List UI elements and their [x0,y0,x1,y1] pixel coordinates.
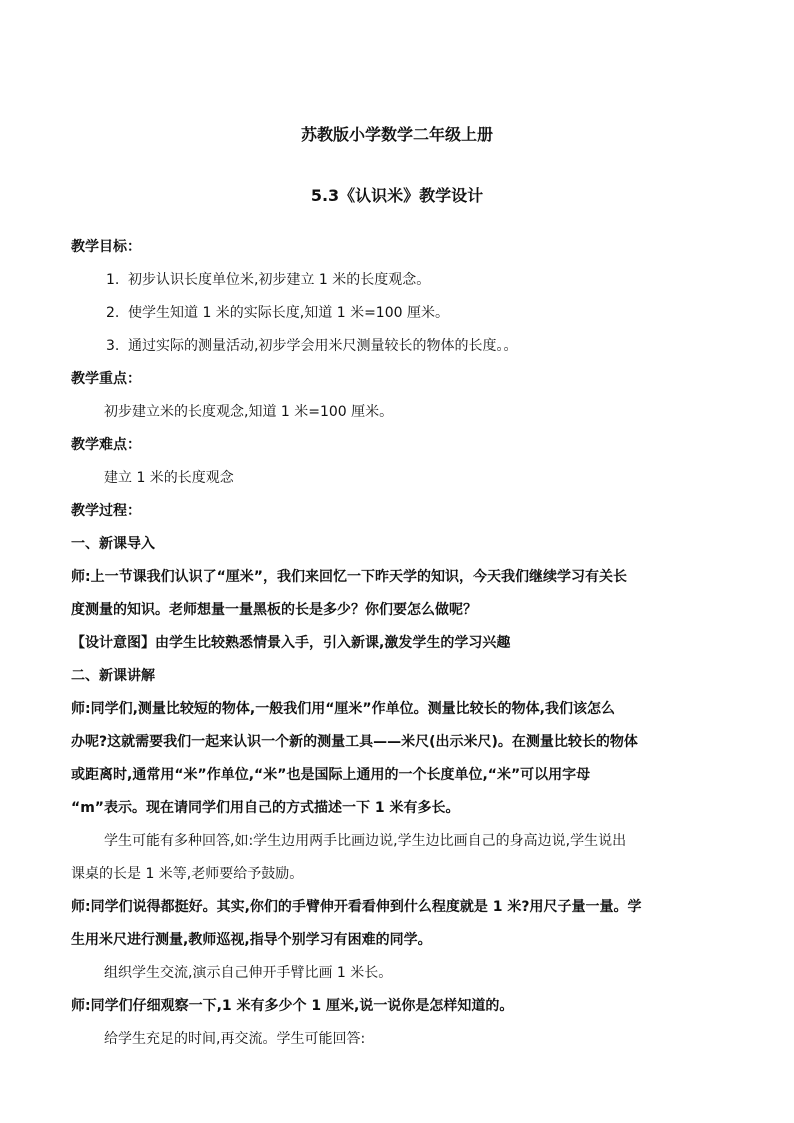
section2-para2-line-1: 学生可能有多种回答,如:学生边用两手比画边说,学生边比画自己的身高边说,学生说出 [104,833,627,849]
objective-item-2 [106,303,449,323]
section2-para3-line-2: 生用米尺进行测量,教师巡视,指导个别学习有困难的同学。 [71,932,432,948]
section1-heading: 一、新课导入 [71,536,155,552]
section2-line-1: 师:同学们,测量比较短的物体,一般我们用“厘米”作单位。测量比较长的物体,我们该怎么 [71,701,615,717]
objective-number: 3. [106,338,120,354]
difficulty-heading: 教学难点： [71,437,141,453]
section2-line-3: 或距离时,通常用“米”作单位,“米”也是国际上通用的一个长度单位,“米”可以用字母 [71,767,591,783]
section1-design-intent: 【设计意图】由学生比较熟悉情景入手，引入新课,激发学生的学习兴趣 [71,635,511,651]
section2-heading: 二、新课讲解 [71,668,155,684]
difficulty-text: 建立 1 米的长度观念 [104,470,234,486]
objective-text: 通过实际的测量活动,初步学会用米尺测量较长的物体的长度。。 [128,338,518,354]
section1-line-2: 度测量的知识。老师想量一量黑板的长是多少？你们要怎么做呢？ [71,602,477,618]
objective-item-3 [106,336,517,356]
process-heading: 教学过程： [71,503,141,519]
key-point-text: 初步建立米的长度观念,知道 1 米=100 厘米。 [104,404,394,420]
section2-para3-line-1: 师:同学们说得都挺好。其实,你们的手臂伸开看看伸到什么程度就是 1 米?用尺子量一量。学 [71,899,642,915]
section2-line-4: “m”表示。现在请同学们用自己的方式描述一下 1 米有多长。 [71,800,460,816]
objective-number: 2. [106,305,120,321]
objective-number: 1. [106,272,120,288]
section2-line-2: 办呢?这就需要我们一起来认识一个新的测量工具——米尺(出示米尺)。在测量比较长的物体 [71,734,638,750]
objective-text: 使学生知道 1 米的实际长度,知道 1 米=100 厘米。 [128,305,449,321]
section2-para6: 给学生充足的时间,再交流。学生可能回答: [104,1031,366,1047]
objectives-heading: 教学目标： [71,239,141,255]
section2-para5: 师:同学们仔细观察一下,1 米有多少个 1 厘米,说一说你是怎样知道的。 [71,998,514,1014]
section2-para4: 组织学生交流,演示自己伸开手臂比画 1 米长。 [104,965,393,981]
document-subtitle: 5.3《认识米》教学设计 [310,186,484,205]
document-title: 苏教版小学数学二年级上册 [300,125,493,144]
key-point-heading: 教学重点： [71,371,141,387]
objective-item-1 [106,270,430,290]
section2-para2-line-2: 课桌的长是 1 米等,老师要给予鼓励。 [71,866,304,882]
objective-text: 初步认识长度单位米,初步建立 1 米的长度观念。 [128,272,431,288]
section1-line-1: 师:上一节课我们认识了“厘米”，我们来回忆一下昨天学的知识，今天我们继续学习有关长 [71,569,627,585]
